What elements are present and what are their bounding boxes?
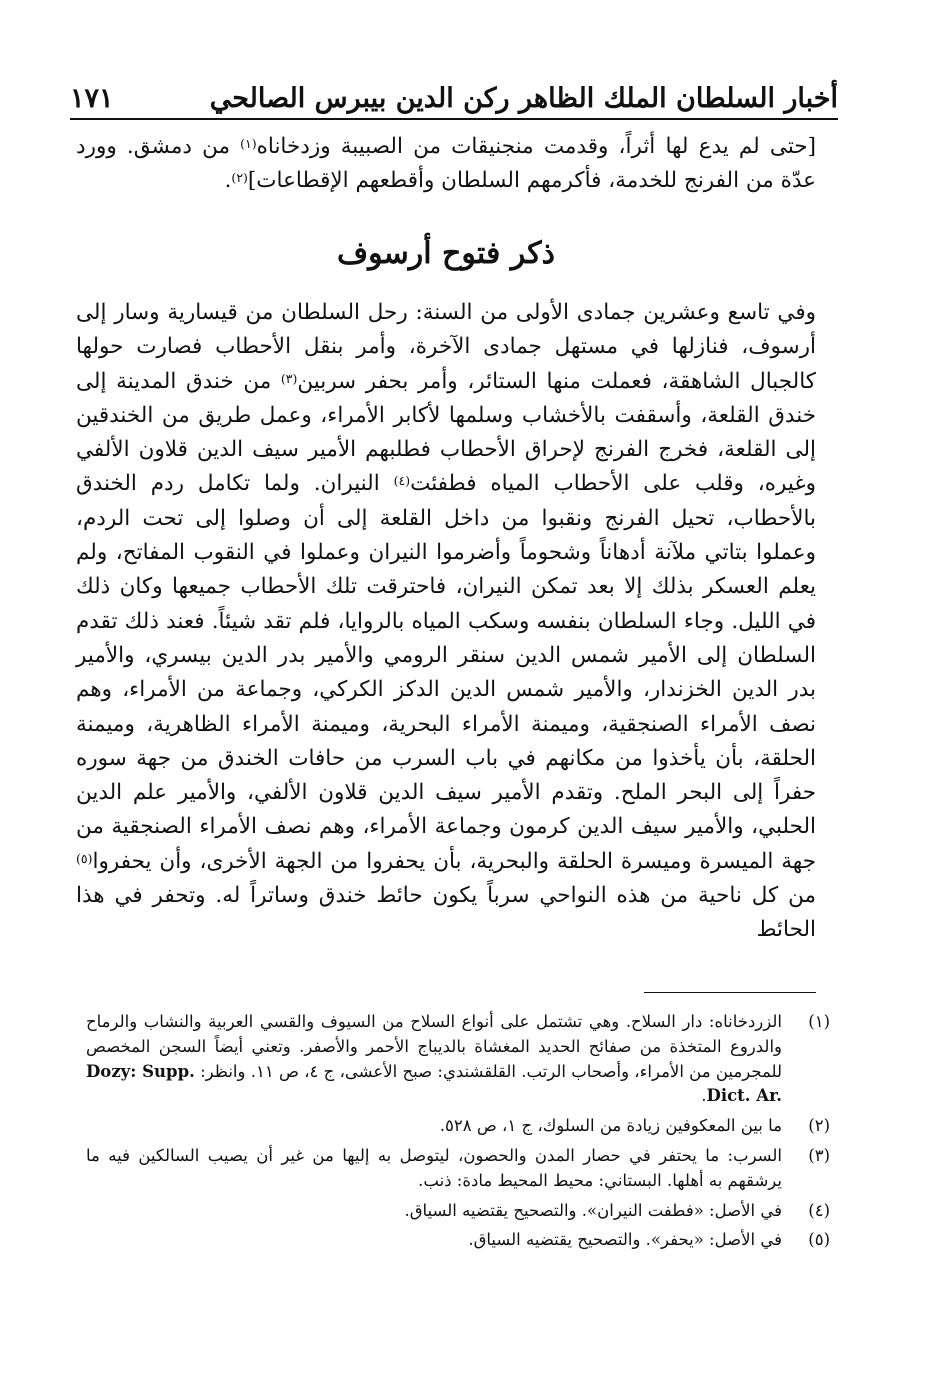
footnote-5 — [86, 1228, 830, 1253]
main-text: من خندق المدينة إلى خندق القلعة، وأسقفت بالأخشاب وسلمها لأكابر الأمراء، وعمل طريق من الخندقين إلى القلعة، فخرج الفرنج لإحراق الأحطاب فطلبهم الأمير سيف الدين قلاون الألفي وغيره، وقلب على الأحطاب المياه فطفئت — [76, 368, 816, 497]
main-paragraph — [76, 296, 816, 948]
footnote-ref-3: (٣) — [280, 370, 298, 386]
footnote-number: (٢) — [808, 1116, 830, 1136]
footnotes — [86, 1010, 830, 1258]
footnote-text: السرب: ما يحتفر في حصار المدن والحصون، ليتوصل به إليها من غير أن يصيب السالكين فيه ما يرشقهم به أهلها. البستاني: محيط المحيط مادة: ذنب. — [86, 1145, 782, 1190]
running-header-title: أخبار السلطان الملك الظاهر ركن الدين بيبرس الصالحي — [209, 83, 838, 114]
intro-text: . — [224, 168, 232, 194]
footnote-number: (٣) — [808, 1145, 830, 1165]
intro-text: [حتى لم يدع لها أثراً، وقدمت منجنيقات من الصبيبة وزدخاناه — [256, 134, 816, 159]
main-text: من كل ناحية من هذه النواحي سرباً يكون حائط خندق وساتراً له. وتحفر في هذا الحائط — [76, 883, 816, 943]
main-text: وفي تاسع وعشرين جمادى الأولى من السنة: رحل السلطان من قيسارية وسار إلى أرسوف، فنازلها في مستهل جمادى الآخرة، وأمر بنقل الأحطاب فصارت حولها كالجبال الشاهقة، فعملت منها الستائر، وأمر بحفر سربين — [76, 300, 816, 394]
footnote-2 — [86, 1114, 830, 1139]
footnote-number: (٤) — [808, 1200, 830, 1220]
footnote-1 — [86, 1010, 830, 1109]
page-number: ١٧١ — [70, 83, 114, 114]
intro-text: من دمشق. وورد عدّة من الفرنج للخدمة، فأكرمهم السلطان وأقطعهم الإقطاعات] — [76, 134, 816, 194]
footnote-ref-5: (٥) — [76, 850, 93, 866]
footnote-separator — [644, 992, 816, 993]
footnote-tail: . — [701, 1086, 707, 1106]
footnote-number: (٥) — [808, 1230, 830, 1250]
footnote-4 — [86, 1199, 830, 1224]
section-heading: ذكر فتوح أرسوف — [337, 236, 555, 271]
footnote-number: (١) — [808, 1012, 830, 1031]
header-rule — [70, 118, 838, 120]
intro-paragraph — [76, 130, 816, 199]
footnote-text — [86, 1010, 782, 1109]
footnote-ref-1: (١) — [240, 136, 257, 151]
footnote-body: الزردخاناه: دار السلاح. وهي تشتمل على أنواع السلاح من السيوف والقسي العربية والنشاب والرماح والدروع المتخذة من صفائح الحديد المغشاة بالديباج الأحمر والأصفر. وتعني أيضاً السجن المخصص للمجرمين من الأمراء، وأصحاب الرتب. القلقشندي: صبح الأعشى، ج ٤، ص ١١. وانظر: — [86, 1012, 783, 1081]
running-header — [70, 60, 838, 112]
footnote-ref-4: (٤) — [393, 473, 411, 489]
footnote-latin-citation: Dozy: Supp. Dict. Ar. — [86, 1061, 782, 1106]
footnote-text: ما بين المعكوفين زيادة من السلوك، ج ١، ص ٥٢٨. — [439, 1116, 782, 1136]
footnote-3 — [86, 1144, 830, 1194]
main-text: النيران. ولما تكامل ردم الخندق بالأحطاب، تحيل الفرنج ونقبوا من داخل القلعة إلى أن وصلوا إلى تحت الردم، وعملوا بتاتي ملآنة أدهاناً وشحوماً وأضرموا النيران وعملوا في النقوب المفاتح، ولم يعلم العسكر بذلك إلا بعد تمكن النيران، فاحترقت تلك الأحطاب جميعها وكان ذلك في الليل. وجاء السلطان بنفسه وسكب المياه بالروايا، فلم تقد شيئاً. فعند ذلك تقدم السلطان إلى الأمير شمس الدين سنقر الرومي والأمير بدر الدين بيسري، والأمير بدر الدين الخزندار، والأمير شمس الدين الدكز الكركي، وجماعة من الأمراء، وهم نصف الأمراء الصنجقية، وميمنة الأمراء البحرية، وميمنة الأمراء الظاهرية، وميمنة الحلقة، بأن يأخذوا من مكانهم في باب السرب من حافات الخندق من جهة سوره حفراً إلى البحر الملح. وتقدم الأمير سيف الدين قلاون الألفي، والأمير علم الدين الحلبي، والأمير سيف الدين كرمون وجماعة الأمراء، وهم نصف الأمراء الصنجقية من جهة الميسرة وميسرة الحلقة والبحرية، بأن يحفروا من الجهة الأخرى، وأن يحفروا — [76, 471, 816, 874]
footnote-text: في الأصل: «يحفر». والتصحيح يقتضيه السياق. — [468, 1230, 782, 1250]
footnote-ref-2: (٢) — [231, 170, 248, 186]
footnote-text: في الأصل: «فطفت النيران». والتصحيح يقتضيه السياق. — [404, 1200, 782, 1220]
